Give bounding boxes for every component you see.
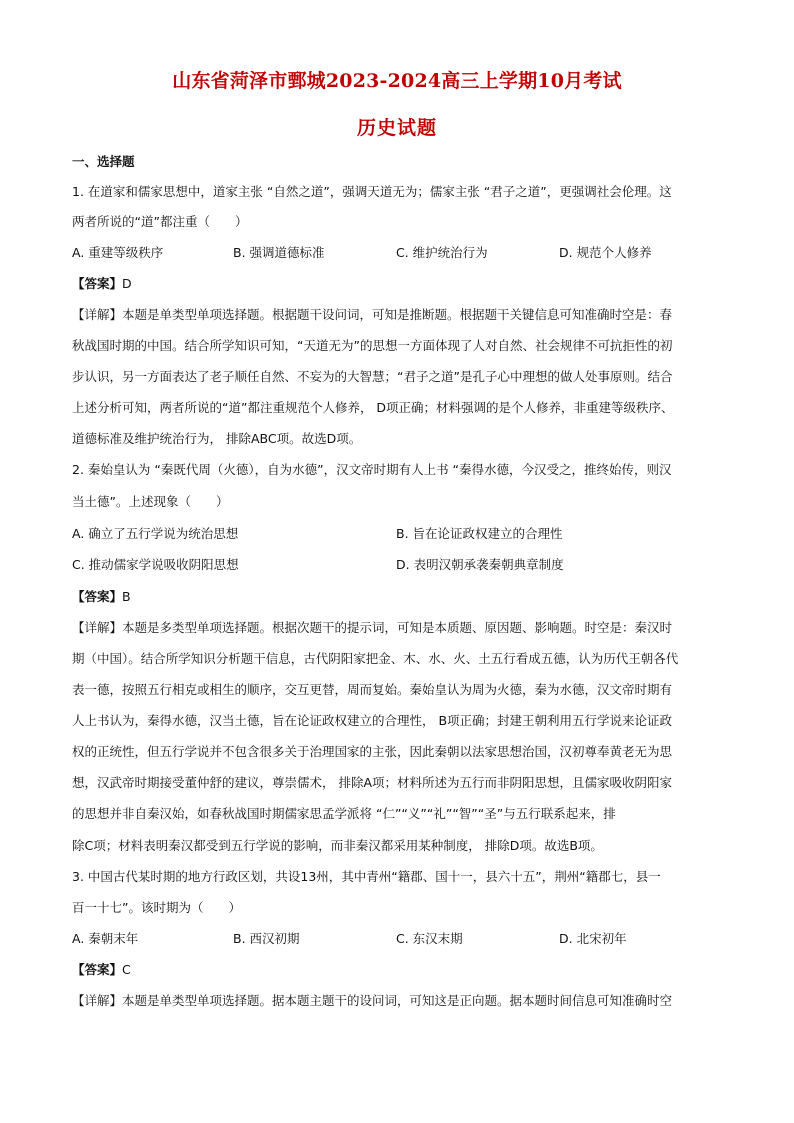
q1-detail-line: 步认识，另一方面表达了老子顺任自然、不妄为的大智慧；“君子之道”是孔子心中理想的做人处事原则。结合 [72, 369, 673, 384]
q2-option-b: B. 旨在论证政权建立的合理性 [396, 526, 563, 541]
document-subtitle: 历史试题 [356, 117, 437, 139]
q2-detail-line: 人上书认为，秦得水德，汉当土德，旨在论证政权建立的合理性， B项正确；封建王朝利用五行学说来论证政 [72, 713, 673, 728]
q2-option-a: A. 确立了五行学说为统治思想 [72, 526, 239, 541]
answer-value: B [122, 589, 131, 604]
q3-stem-line: 3. 中国古代某时期的地方行政区划，共设13州，其中青州“籍郡、国十一，县六十五”，荆州“籍郡七，县一 [72, 869, 661, 884]
answer-value: D [122, 276, 132, 291]
document-title: 山东省菏泽市鄄城2023-2024高三上学期10月考试 [172, 70, 622, 92]
q2-detail-line: 权的正统性，但五行学说并不包含很多关于治理国家的主张，因此秦朝以法家思想治国，汉初尊奉黄老无为思 [72, 744, 673, 759]
q2-detail-line: 【详解】本题是多类型单项选择题。根据次题干的提示词，可知是本质题、原因题、影响题。时空是：秦汉时 [72, 620, 673, 635]
q2-answer [72, 589, 131, 605]
q2-detail-line: 期（中国）。结合所学知识分析题干信息，古代阴阳家把金、木、水、火、土五行看成五德，认为历代王朝各代 [72, 651, 679, 666]
q2-detail-line: 除C项；材料表明秦汉都受到五行学说的影响，而非秦汉都采用某种制度， 排除D项。故选B项。 [72, 838, 603, 853]
q2-detail-line: 想，汉武帝时期接受董仲舒的建议，尊崇儒术， 排除A项；材料所述为五行而非阴阳思想，且儒家吸收阴阳家 [72, 775, 673, 790]
q1-detail-line: 道德标准及维护统治行为， 排除ABC项。故选D项。 [72, 431, 362, 446]
q1-option-d: D. 规范个人修养 [559, 245, 652, 260]
q1-option-b: B. 强调道德标准 [233, 245, 325, 260]
q1-option-c: C. 维护统治行为 [396, 245, 488, 260]
q1-option-a: A. 重建等级秩序 [72, 245, 164, 260]
answer-label: 【答案】 [72, 589, 123, 604]
q3-option-d: D. 北宋初年 [559, 931, 627, 946]
answer-label: 【答案】 [72, 962, 123, 977]
q3-answer [72, 962, 131, 978]
q2-option-d: D. 表明汉朝承袭秦朝典章制度 [396, 557, 564, 572]
q1-detail-line: 秋战国时期的中国。结合所学知识可知，“天道无为”的思想一方面体现了人对自然、社会规律不可抗拒性的初 [72, 338, 673, 353]
q1-detail-line: 上述分析可知，两者所说的“道”都注重规范个人修养， D项正确；材料强调的是个人修养，非重建等级秩序、 [72, 400, 674, 415]
q2-detail-line: 的思想并非自秦汉始，如春秋战国时期儒家思孟学派将 “仁”“义”“礼”“智”“圣”与五行联系起来，排 [72, 806, 616, 821]
q3-option-b: B. 西汉初期 [233, 931, 300, 946]
q2-stem-line: 当土德”。上述现象（ ） [72, 494, 229, 509]
q3-option-a: A. 秦朝末年 [72, 931, 139, 946]
q2-option-c: C. 推动儒家学说吸收阴阳思想 [72, 557, 239, 572]
q2-detail-line: 表一德，按照五行相克或相生的顺序，交互更替，周而复始。秦始皇认为周为火德，秦为水德，汉文帝时期有 [72, 682, 673, 697]
q1-answer [72, 276, 132, 292]
q1-stem-line: 两者所说的“道”都注重（ ） [72, 214, 248, 229]
q3-detail-line: 【详解】本题是单类型单项选择题。据本题主题干的设问词，可知这是正向题。据本题时间信息可知准确时空 [72, 993, 673, 1008]
answer-value: C [122, 962, 131, 977]
q2-stem-line: 2. 秦始皇认为 “秦既代周（火德），自为水德”，汉文帝时期有人上书 “秦得水德，今汉受之，推终始传，则汉 [72, 462, 672, 477]
answer-label: 【答案】 [72, 276, 123, 291]
q3-stem-line: 百一十七”。该时期为（ ） [72, 900, 241, 915]
q3-option-c: C. 东汉末期 [396, 931, 463, 946]
section-heading: 一、选择题 [72, 154, 135, 169]
q1-stem-line: 1. 在道家和儒家思想中，道家主张 “自然之道”，强调天道无为；儒家主张 “君子之道”，更强调社会伦理。这 [72, 184, 672, 199]
q1-detail-line: 【详解】本题是单类型单项选择题。根据题干设问词，可知是推断题。根据题干关键信息可知准确时空是：春 [72, 307, 673, 322]
